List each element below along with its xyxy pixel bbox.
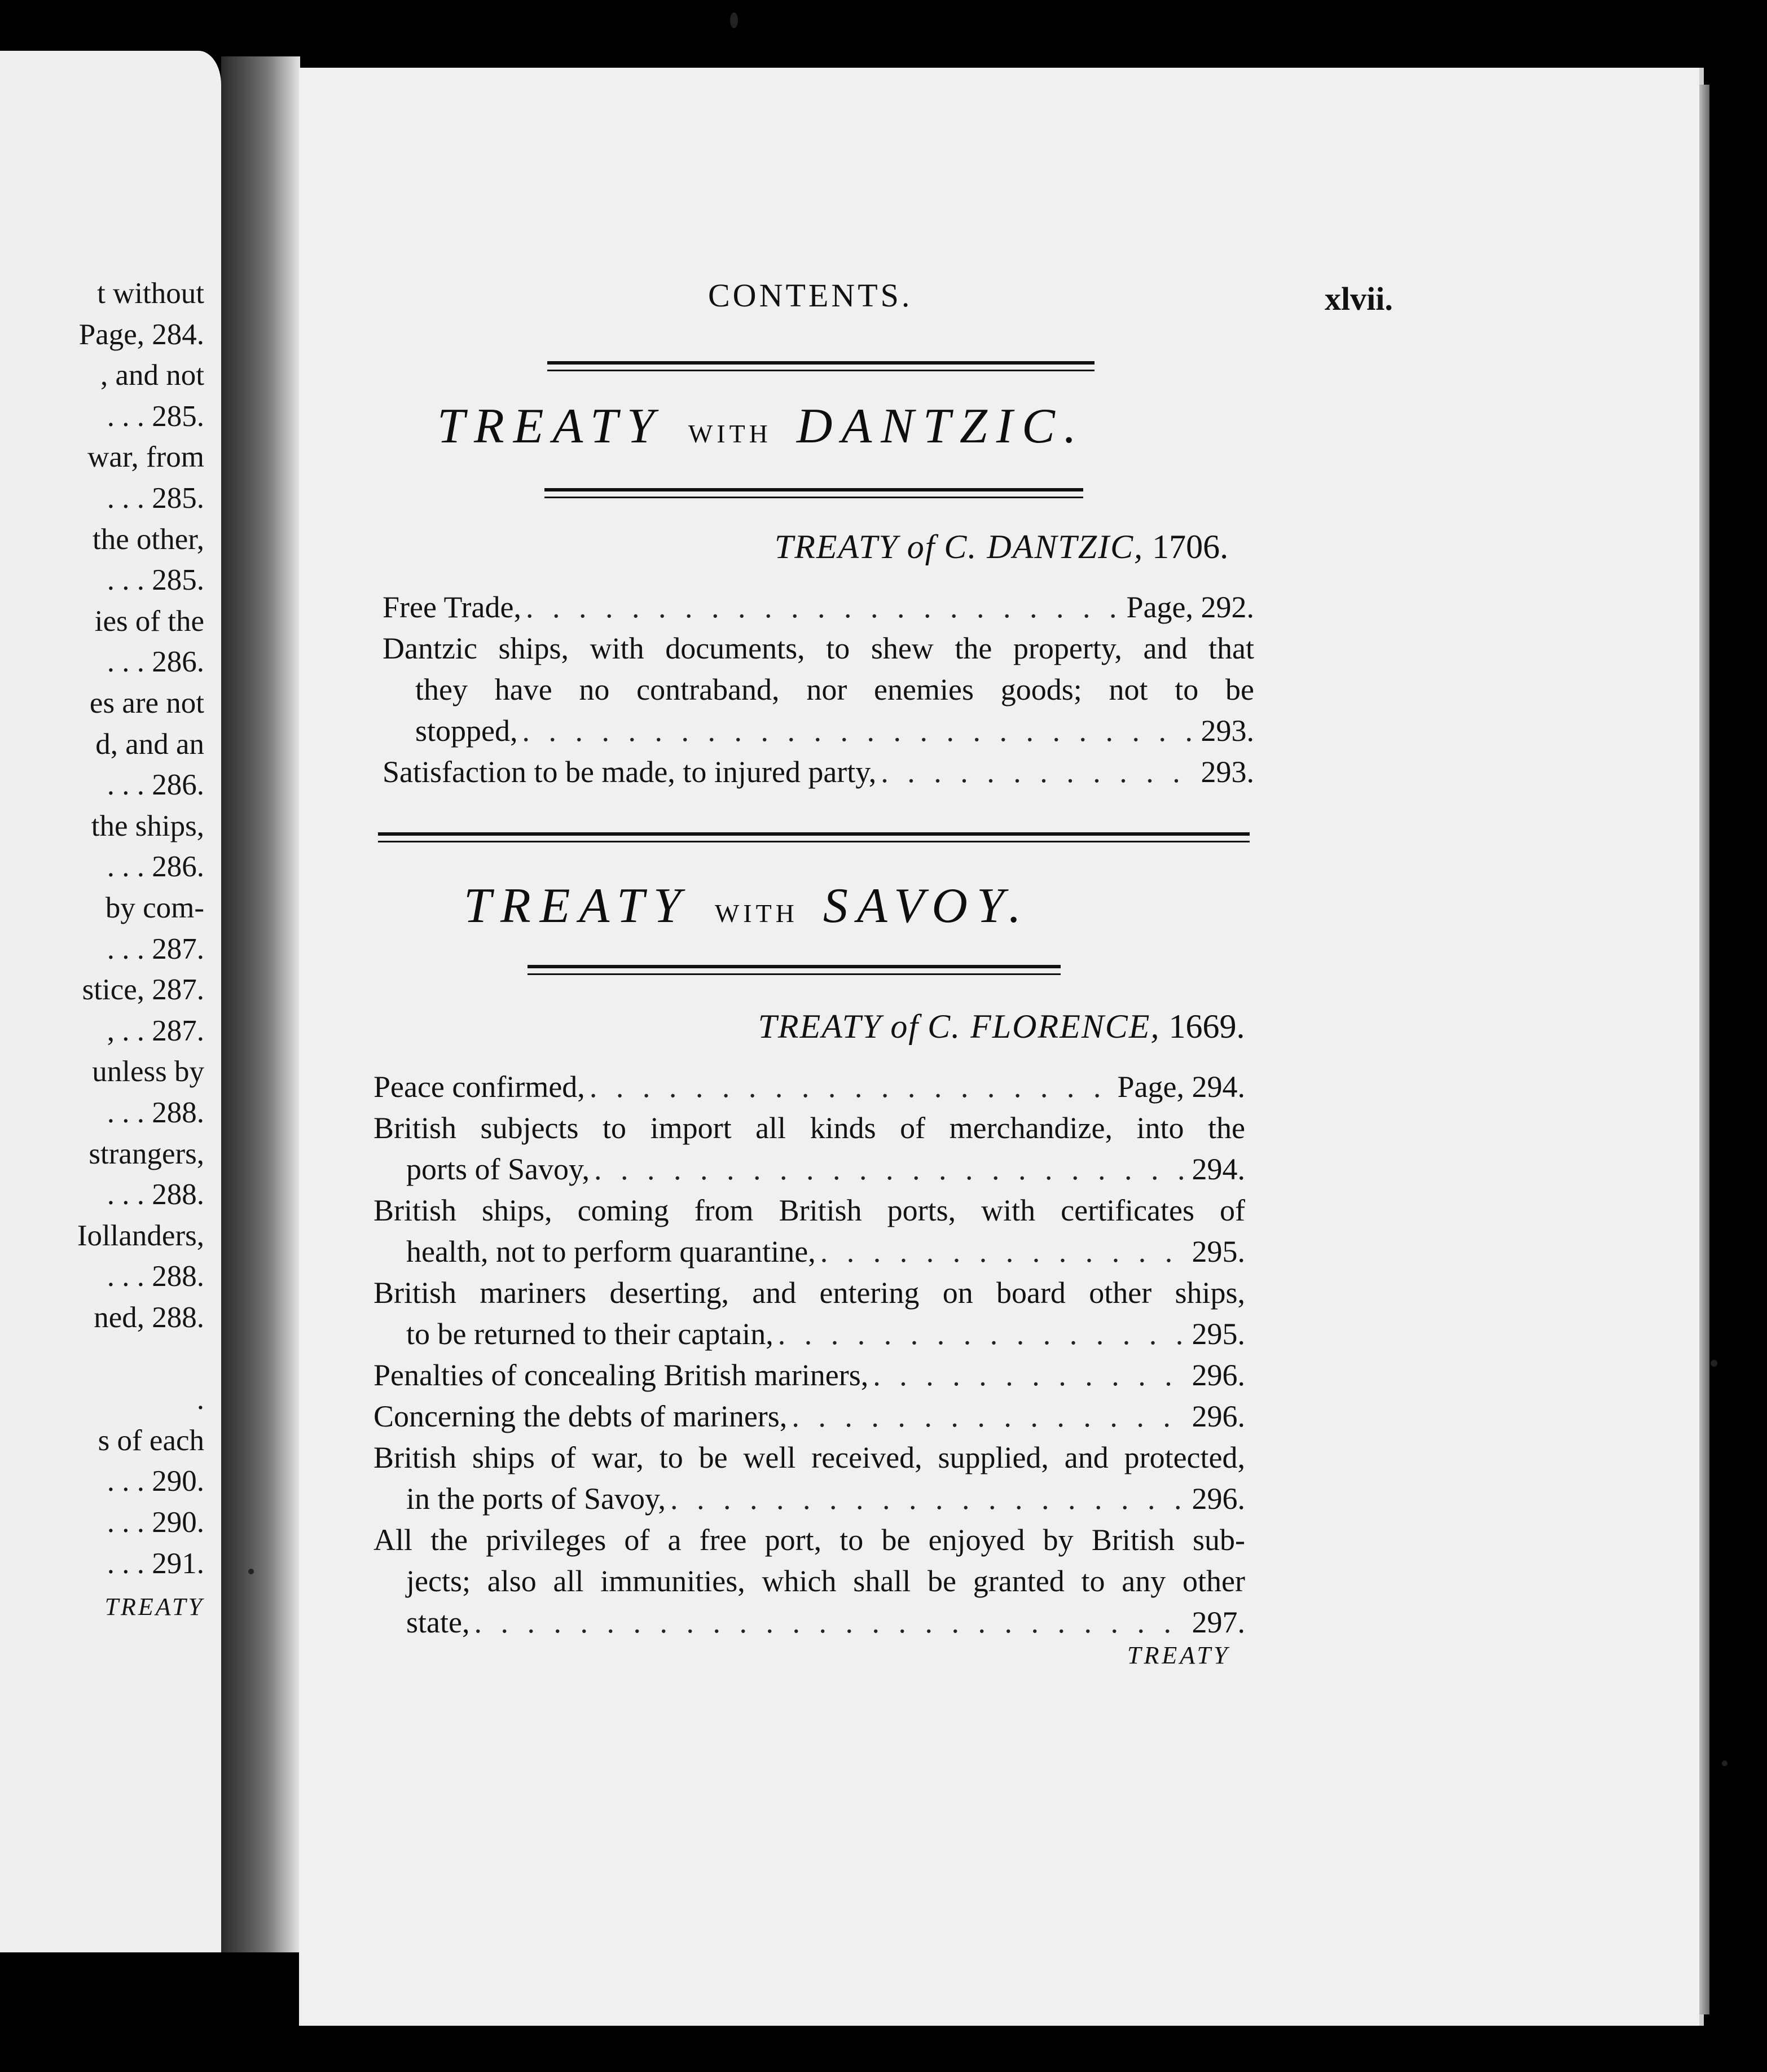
left-page-line: . . . 285. [107,482,204,515]
entry-line [373,1066,1245,1108]
entry-line [373,1231,1245,1272]
treaty-year: 1706. [1152,528,1229,565]
entry-line [373,1314,1245,1355]
page-reference: 296. [1192,1482,1245,1516]
left-page-line: . . . 286. [107,769,204,802]
entry-text: state, [406,1605,470,1639]
left-page-line: Iollanders, [77,1219,204,1252]
entry-text: Free Trade, [383,590,521,624]
left-page-line: . . . 286. [107,646,204,679]
entry-text: British ships of war, to be well received, supplied, and protected, [373,1441,1245,1474]
leader-dots [881,752,1196,793]
entry-text: health, not to perform quarantine, [406,1235,816,1268]
left-page-line: the ships, [91,809,204,842]
left-page-catchword: TREATY [104,1593,204,1621]
running-title: CONTENTS. [708,277,913,314]
left-page-line: . . . 290. [107,1506,204,1539]
left-page-line: ned, 288. [94,1301,204,1334]
entry-line [373,1396,1245,1437]
entry-line [373,1190,1245,1231]
entry-text: in the ports of Savoy, [406,1482,666,1516]
rule-bottom-2 [528,965,1061,975]
section-heading-dantzic [437,398,1085,455]
left-page-line: . . . 291. [107,1547,204,1580]
treaty-title-dantzic [299,528,1704,567]
contents-entry [373,1066,1245,1108]
page-reference: 294. [1192,1152,1245,1186]
left-page-line: unless by [92,1055,204,1088]
contents-entry [383,628,1254,752]
folio-number: xlvii. [1325,280,1393,317]
entry-text: jects; also all immunities, which shall be granted to any other [406,1564,1245,1598]
scan-speck [1711,1360,1717,1367]
page-reference: 296. [1192,1358,1245,1392]
heading-word: TREATY [464,879,690,933]
entry-line [383,669,1254,710]
left-page-line: war, from [87,441,204,474]
entry-text: Penalties of concealing British mariners, [373,1358,869,1392]
scan-speck [730,12,738,28]
entry-line [383,752,1254,793]
catchword: TREATY [1127,1641,1230,1669]
entry-text: Concerning the debts of mariners, [373,1399,788,1433]
leader-dots [522,710,1197,752]
entry-line [373,1602,1245,1643]
rule-top-1 [547,361,1095,371]
page-reference: Page, 294. [1117,1070,1245,1104]
heading-word: TREATY [437,399,663,454]
left-page-line: es are not [89,687,204,719]
page-edge [1699,85,1709,2014]
scan-speck [1722,1761,1728,1766]
leader-dots [778,1314,1188,1355]
left-page-line: . . . 288. [107,1178,204,1211]
leader-dots [792,1396,1187,1437]
entry-line [373,1272,1245,1314]
left-page-line: ies of the [94,604,204,638]
left-page-line: Page, 284. [78,318,204,351]
entry-line [383,628,1254,669]
page-reference: 297. [1192,1605,1245,1639]
leader-dots [590,1066,1113,1108]
previous-page [0,51,221,1952]
left-page-line: . . . 288. [107,1260,204,1293]
left-page-line: the other, [92,523,204,556]
entry-text: British mariners deserting, and entering on board other ships, [373,1276,1245,1310]
leader-dots [820,1231,1188,1272]
leader-dots [670,1478,1188,1520]
entry-line [373,1478,1245,1520]
treaty-name: C. DANTZIC, [944,528,1144,565]
treaty-of: of [907,528,936,565]
entry-line [373,1437,1245,1478]
entry-text: to be returned to their captain, [406,1317,773,1351]
entry-line [383,587,1254,628]
treaty-name: C. FLORENCE, [928,1008,1161,1045]
heading-with: WITH [714,899,798,928]
treaty-title-florence [299,1007,1704,1046]
scan-speck [248,1569,254,1574]
page-reference: 295. [1192,1317,1245,1351]
entry-line [373,1520,1245,1561]
entry-text: Dantzic ships, with documents, to shew the property, and that [383,631,1254,665]
entry-text: All the privileges of a free port, to be enjoyed by British sub- [373,1523,1245,1557]
contents-entry [373,1190,1245,1272]
left-page-line: d, and an [95,727,204,761]
entry-line [383,710,1254,752]
treaty-of: of [890,1008,920,1045]
contents-entry [373,1396,1245,1437]
contents-entry [383,752,1254,793]
heading-place: DANTZIC. [796,399,1085,454]
heading-with: WITH [688,419,772,448]
leader-dots [594,1149,1188,1190]
leader-dots [873,1355,1187,1396]
entry-text: they have no contraband, nor enemies goods; not to be [415,673,1254,706]
left-page-line: stice, 287. [82,973,204,1007]
entry-text: Peace confirmed, [373,1070,585,1104]
contents-entry [373,1108,1245,1190]
page-reference: Page, 292. [1126,590,1254,624]
rule-divider [378,832,1250,842]
entry-line [373,1355,1245,1396]
contents-entry [383,587,1254,628]
entry-text: British ships, coming from British ports, with certificates of [373,1193,1245,1227]
entry-line [373,1149,1245,1190]
treaty-word: TREATY [758,1008,882,1045]
section-heading-savoy [464,877,1030,934]
contents-entry [373,1355,1245,1396]
page-reference: 293. [1201,714,1254,748]
left-page-line: . . . 285. [107,400,204,433]
page-header [299,276,1704,327]
page-reference: 295. [1192,1235,1245,1268]
treaty-word: TREATY [774,528,899,565]
left-page-line: . . . 290. [107,1465,204,1498]
rule-bottom-1 [544,488,1083,498]
heading-place: SAVOY. [823,879,1030,933]
page-reference: 296. [1192,1399,1245,1433]
left-page-line: . [196,1383,204,1416]
contents-entry [373,1520,1245,1643]
entry-text: Satisfaction to be made, to injured party, [383,755,877,789]
entry-line [373,1108,1245,1149]
contents-entry [373,1272,1245,1355]
contents-entry [373,1437,1245,1520]
entry-text: stopped, [415,714,518,748]
left-page-line: , . . 287. [107,1014,204,1047]
left-page-line: , and not [100,359,204,392]
leader-dots [474,1602,1187,1643]
treaty-year: 1669. [1168,1008,1245,1045]
left-page-line: . . . 286. [107,850,204,884]
left-page-line: . . . 285. [107,564,204,597]
left-page-line: . . . 287. [107,932,204,965]
leader-dots [526,587,1122,628]
left-page-line: by com- [105,892,204,924]
left-page-line: t without [97,277,204,310]
left-page-line: . . . 288. [107,1096,204,1129]
entry-text: British subjects to import all kinds of merchandize, into the [373,1111,1245,1145]
entry-line [373,1561,1245,1602]
gutter-shadow [221,56,300,1952]
left-page-line: s of each [98,1424,204,1457]
page-reference: 293. [1201,755,1254,789]
left-page-line: strangers, [89,1137,204,1170]
entry-text: ports of Savoy, [406,1152,590,1186]
